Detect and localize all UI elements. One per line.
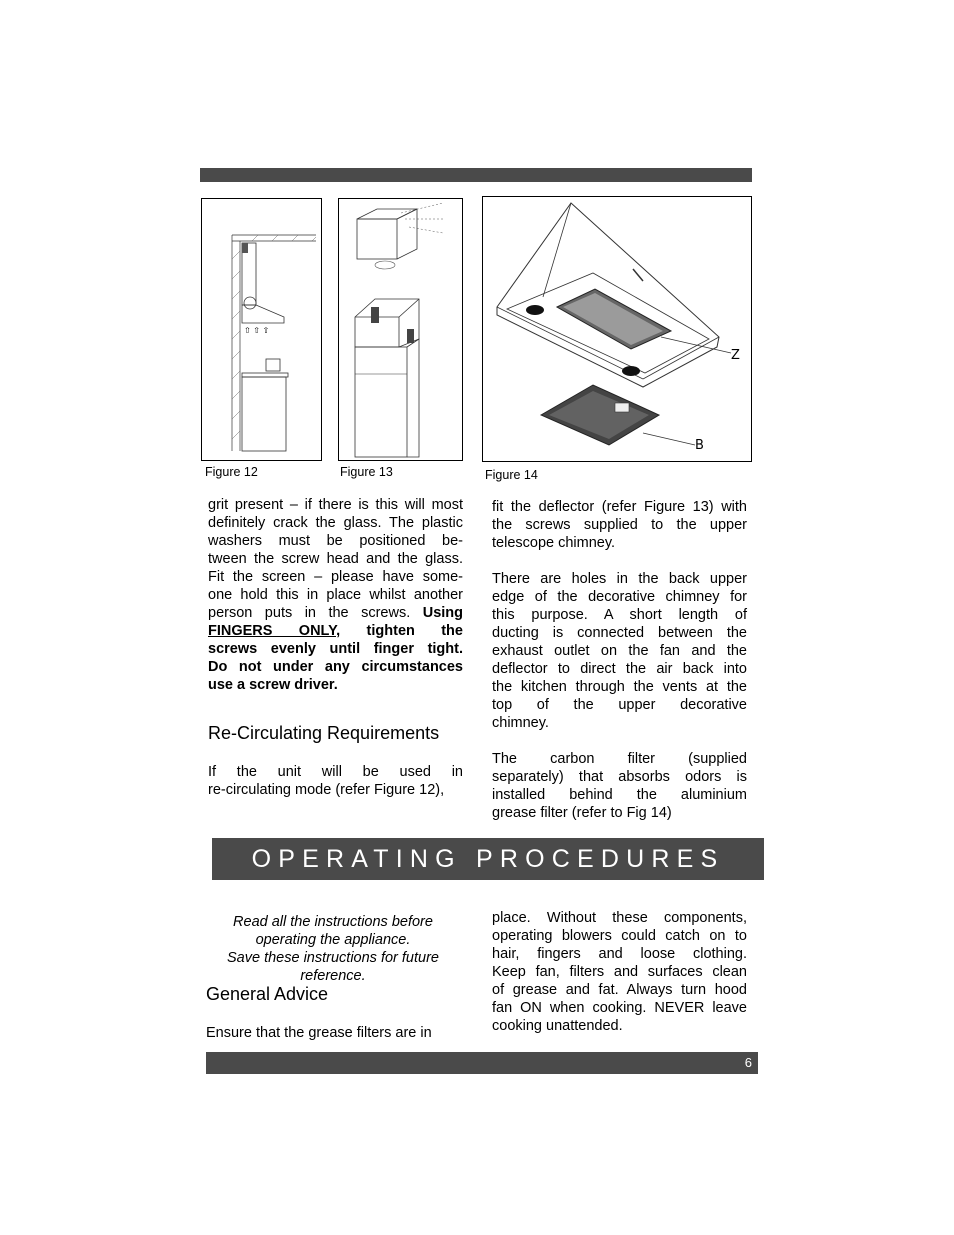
svg-text:⇧ ⇧ ⇧: ⇧ ⇧ ⇧ <box>244 326 270 335</box>
text-line: the screws supplied to the upper <box>492 517 747 533</box>
text-line: definitely crack the glass. The plastic <box>208 515 463 531</box>
text-line: The carbon filter (supplied <box>492 751 747 767</box>
section-title-band <box>212 838 764 880</box>
text-line: operating blowers could catch on to <box>492 928 747 944</box>
text-line: top of the upper decorative <box>492 697 747 713</box>
text-line: one hold this in place whilst another <box>208 587 463 603</box>
footer-bar <box>206 1052 758 1074</box>
bold-text: tighten the <box>340 623 463 639</box>
text-line: exhaust outlet on the fan and the <box>492 643 747 659</box>
text-line <box>208 640 463 658</box>
general-advice-text: Ensure that the grease filters are in <box>206 1025 432 1041</box>
text-line: chimney. <box>492 715 549 731</box>
figure-12-caption: Figure 12 <box>205 465 258 479</box>
text-line: the kitchen through the vents at the <box>492 679 747 695</box>
recirculating-heading: Re-Circulating Requirements <box>208 723 440 743</box>
text-line: hair, fingers and loose clothing. <box>492 946 747 962</box>
figure-14-label-z: Z <box>731 348 740 363</box>
notice-line: Read all the instructions before <box>233 914 433 930</box>
text-line: re-circulating mode (refer Figure 12), <box>208 782 445 798</box>
notice-line: Save these instructions for future <box>227 950 439 966</box>
notice-line: operating the appliance. <box>255 932 411 948</box>
bold-text: Do not under any circumstances <box>208 659 463 675</box>
text-line: installed behind the aluminium <box>492 787 747 803</box>
text-line: fan ON when cooking. NEVER leave <box>492 1000 747 1016</box>
figure-14-illustration <box>483 197 751 461</box>
bold-text: Using <box>422 605 463 621</box>
right-column-text <box>492 498 747 822</box>
text-line: this purpose. A short length of <box>492 607 747 623</box>
figure-12-illustration <box>202 199 321 460</box>
operating-notice <box>208 913 458 985</box>
text-line <box>208 604 463 622</box>
text-line: grit present – if there is this will most <box>208 497 463 513</box>
figure-12 <box>201 198 322 461</box>
operating-right-text <box>492 909 747 1035</box>
bold-text: screws evenly until finger tight. <box>208 641 463 657</box>
figure-13 <box>338 198 463 461</box>
text-line: edge of the decorative chimney for <box>492 589 747 605</box>
text-line: separately) that absorbs odors is <box>492 769 747 785</box>
text-line: There are holes in the back upper <box>492 571 747 587</box>
text-line: ducting is connected between the <box>492 625 747 641</box>
text-line: If the unit will be used in <box>208 764 463 780</box>
header-bar <box>200 168 752 182</box>
section-title: OPERATING PROCEDURES <box>251 844 725 873</box>
text-line: tween the screw head and the glass. <box>208 551 463 567</box>
figure-14 <box>482 196 752 462</box>
text-line <box>208 622 463 640</box>
text-line: fit the deflector (refer Figure 13) with <box>492 499 747 515</box>
bold-text: use a screw driver. <box>208 677 338 693</box>
underlined-bold-text: FINGERS ONLY, <box>208 623 341 639</box>
general-advice-heading: General Advice <box>206 984 329 1004</box>
text-line: place. Without these components, <box>492 910 747 926</box>
figure-14-caption: Figure 14 <box>485 468 538 482</box>
page-number: 6 <box>744 1055 752 1070</box>
text-span: person puts in the screws. <box>208 605 423 621</box>
text-line: telescope chimney. <box>492 535 616 551</box>
text-line: of grease and fat. Always turn hood <box>492 982 747 998</box>
text-line: washers must be positioned be- <box>208 533 463 549</box>
text-line: grease filter (refer to Fig 14) <box>492 805 672 821</box>
figure-14-label-b: B <box>695 438 704 453</box>
text-line <box>208 658 463 676</box>
figure-13-caption: Figure 13 <box>340 465 393 479</box>
text-line <box>208 676 463 694</box>
text-line: cooking unattended. <box>492 1018 623 1034</box>
text-line: Fit the screen – please have some- <box>208 569 463 585</box>
notice-line: reference. <box>300 968 366 984</box>
text-line: deflector to direct the air back into <box>492 661 747 677</box>
left-column-text <box>208 496 463 694</box>
recirculating-text <box>208 763 463 799</box>
text-line: Keep fan, filters and surfaces clean <box>492 964 747 980</box>
figure-13-illustration <box>339 199 462 460</box>
